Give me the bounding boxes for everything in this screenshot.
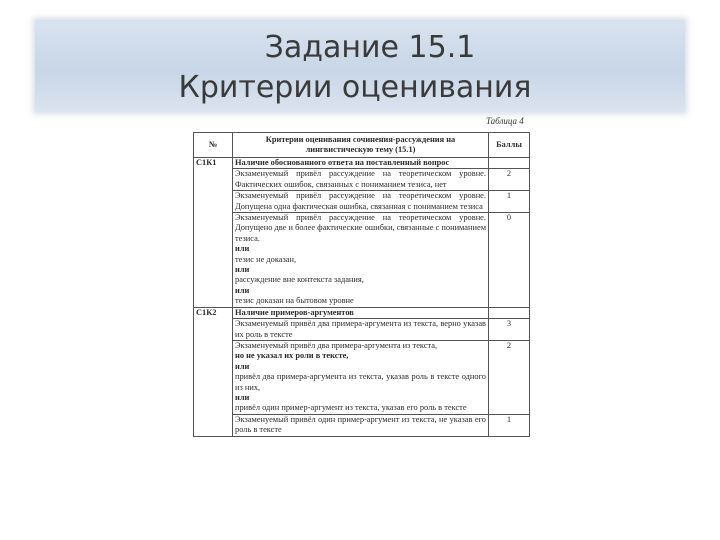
k1-row-2 — [194, 169, 530, 191]
header-criteria: Критерии оценивания сочинения-рассуждения на лингвистическую тему (15.1) — [233, 133, 489, 158]
k2-row-1-text: Экзаменуемый привёл один пример-аргумент из текста, не указав его роль в тексте — [233, 414, 489, 436]
k2-code: С1К2 — [194, 307, 233, 436]
k1-row-0-text: Экзаменуемый привёл рассуждение на теоретическом уровне. Допущено две и более фактические ошибки, связанные с пониманием тезиса. — [235, 213, 486, 243]
k2-row-2-cell — [233, 340, 489, 414]
k1-row-2-text: Экзаменуемый привёл рассуждение на теоретическом уровне. Фактических ошибок, связанных с пониманием тезиса, нет — [233, 169, 489, 191]
k1-heading-row — [194, 158, 530, 169]
k1-heading: Наличие обоснованного ответа на поставленный вопрос — [233, 158, 489, 169]
slide-title: Задание 15.1 — [264, 30, 476, 65]
k1-alt-2: рассуждение вне контекста задания, — [235, 275, 364, 285]
or-label: или — [235, 265, 250, 275]
k2-row-2-text4: привёл один пример-аргумент из текста, указав его роль в тексте — [235, 403, 467, 413]
table-caption: Таблица 4 — [486, 116, 524, 126]
k2-row-2-text1: Экзаменуемый привёл два примера-аргумента из текста, — [235, 340, 438, 350]
k2-row-3-points: 3 — [489, 319, 530, 341]
header-points: Баллы — [489, 133, 530, 158]
k1-row-1 — [194, 191, 530, 213]
slide-subtitle: Критерии оценивания — [178, 70, 532, 105]
k2-row-1-points: 1 — [489, 414, 530, 436]
criteria-table — [193, 132, 530, 437]
or-label: или — [235, 244, 250, 254]
k2-row-2-text3: привёл два примера-аргумента из текста, указав роль в тексте одного из них, — [235, 372, 486, 392]
k2-row-3-text: Экзаменуемый привёл два примера-аргумента из текста, верно указав их роль в тексте — [233, 319, 489, 341]
or-label: или — [235, 285, 250, 295]
k2-heading-row — [194, 307, 530, 318]
k2-row-2-text2: но не указал их роли в тексте, — [235, 351, 349, 361]
k1-row-0 — [194, 213, 530, 308]
k2-row-2-points: 2 — [489, 340, 530, 414]
k1-alt-1: тезис не доказан, — [235, 254, 297, 264]
k2-row-2 — [194, 340, 530, 414]
k1-row-2-points: 2 — [489, 169, 530, 191]
k1-row-0-cell — [233, 213, 489, 308]
or-label: или — [235, 392, 250, 402]
or-label: или — [235, 361, 250, 371]
k2-row-1 — [194, 414, 530, 436]
k2-heading: Наличие примеров-аргументов — [233, 307, 489, 318]
k1-code: С1К1 — [194, 158, 233, 308]
header-number: № — [194, 133, 233, 158]
header-row — [194, 133, 530, 158]
k1-row-1-text: Экзаменуемый привёл рассуждение на теоретическом уровне. Допущена одна фактическая ошибка, связанная с пониманием тезиса — [233, 191, 489, 213]
k2-row-3 — [194, 319, 530, 341]
k1-row-0-points: 0 — [489, 213, 530, 308]
k1-alt-3: тезис доказан на бытовом уровне — [235, 296, 354, 306]
k1-row-1-points: 1 — [489, 191, 530, 213]
